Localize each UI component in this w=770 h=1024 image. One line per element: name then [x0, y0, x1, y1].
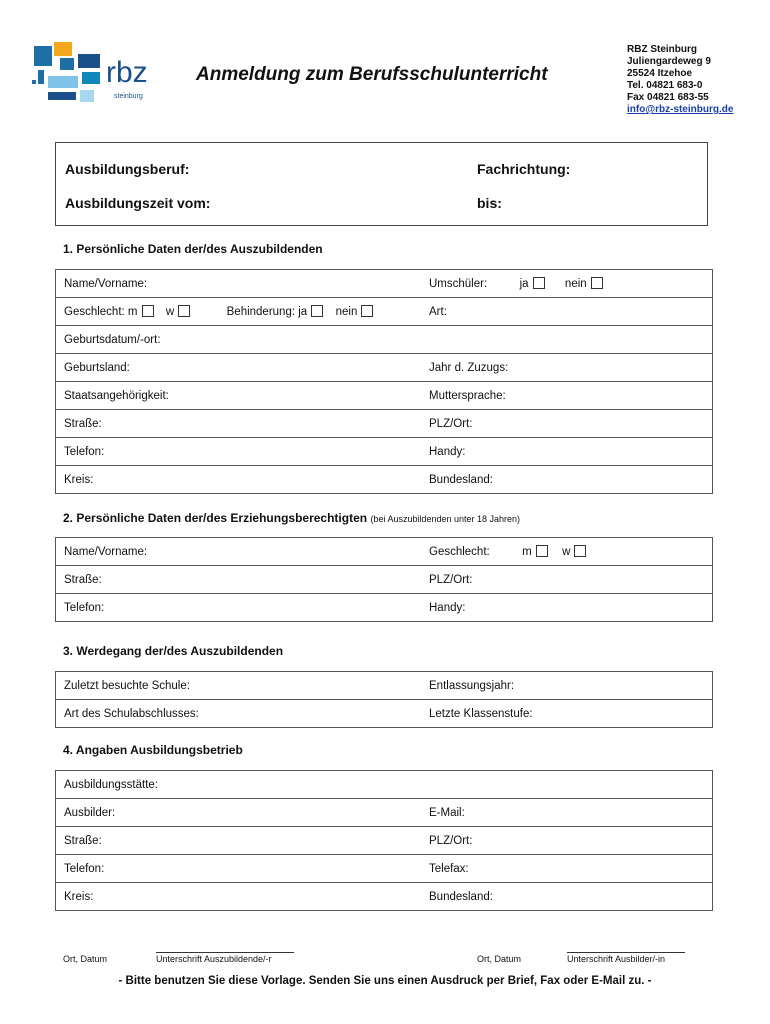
section-2-table	[55, 537, 713, 622]
ja-label: ja	[519, 278, 529, 290]
field-plz[interactable]: PLZ/Ort:	[421, 566, 713, 594]
umschueler-label: Umschüler:	[429, 278, 488, 290]
table-row	[56, 855, 713, 883]
table-row	[56, 538, 713, 566]
section-4-title: 4. Angaben Ausbildungsbetrieb	[63, 743, 243, 757]
section-2-title	[63, 511, 520, 525]
table-row	[56, 438, 713, 466]
ort-datum-ausbilder: Ort, Datum	[477, 954, 522, 964]
section-1-title: 1. Persönliche Daten der/des Auszubildenden	[63, 242, 323, 256]
address-line: Fax 04821 683-55	[627, 92, 709, 103]
label-bis: bis:	[477, 195, 502, 211]
section-3-table	[55, 671, 713, 728]
field-bundesland[interactable]: Bundesland:	[421, 466, 713, 494]
field-plz[interactable]: PLZ/Ort:	[421, 410, 713, 438]
table-row	[56, 326, 713, 354]
label-ausbildungszeit: Ausbildungszeit vom:	[65, 195, 211, 211]
field-telefon[interactable]: Telefon:	[56, 855, 422, 883]
field-muttersprache[interactable]: Muttersprache:	[421, 382, 713, 410]
section-4-table	[55, 770, 713, 911]
address-line: Tel. 04821 683-0	[627, 80, 703, 91]
label-ausbildungsberuf: Ausbildungsberuf:	[65, 161, 190, 177]
w-label: w	[562, 546, 571, 558]
field-klassenstufe[interactable]: Letzte Klassenstufe:	[421, 700, 713, 728]
field-entlassungsjahr[interactable]: Entlassungsjahr:	[421, 672, 713, 700]
table-row	[56, 354, 713, 382]
email-link[interactable]: info@rbz-steinburg.de	[627, 104, 734, 115]
table-row	[56, 466, 713, 494]
field-geburtsdatum[interactable]: Geburtsdatum/-ort:	[56, 326, 713, 354]
table-row	[56, 566, 713, 594]
geschlecht-m-checkbox[interactable]	[536, 545, 548, 557]
field-telefon[interactable]: Telefon:	[56, 594, 422, 622]
field-geburtsland[interactable]: Geburtsland:	[56, 354, 422, 382]
umschueler-ja-checkbox[interactable]	[533, 277, 545, 289]
field-telefax[interactable]: Telefax:	[421, 855, 713, 883]
signature-azubi[interactable]: Unterschrift Auszubildende/-r	[156, 952, 294, 964]
table-row	[56, 382, 713, 410]
nein-label: nein	[564, 278, 587, 290]
geschlecht-label: Geschlecht: m	[64, 306, 138, 318]
field-strasse[interactable]: Straße:	[56, 566, 422, 594]
umschueler-nein-checkbox[interactable]	[591, 277, 603, 289]
table-row	[56, 883, 713, 911]
signature-ausbilder[interactable]: Unterschrift Ausbilder/-in	[567, 952, 685, 964]
table-row	[56, 700, 713, 728]
geschlecht-m-checkbox[interactable]	[142, 305, 154, 317]
section-2-note: (bei Auszubildenden unter 18 Jahren)	[370, 514, 521, 524]
table-row	[56, 270, 713, 298]
rbz-logo	[30, 38, 160, 110]
nein-label: nein	[335, 306, 358, 318]
section-2-title-text: 2. Persönliche Daten der/des Erziehungsberechtigten	[63, 511, 368, 525]
page-title: Anmeldung zum Berufsschulunterricht	[196, 64, 548, 85]
address-line: Juliengardeweg 9	[627, 56, 711, 67]
table-row	[56, 410, 713, 438]
footer-note: - Bitte benutzen Sie diese Vorlage. Senden Sie uns einen Ausdruck per Brief, Fax oder E-Mail zu. -	[118, 975, 652, 987]
school-address	[627, 44, 733, 116]
field-jahr-zuzug[interactable]: Jahr d. Zuzugs:	[421, 354, 713, 382]
field-art[interactable]: Art:	[421, 298, 713, 326]
training-box	[55, 142, 708, 226]
field-kreis[interactable]: Kreis:	[56, 466, 422, 494]
field-name[interactable]: Name/Vorname:	[56, 538, 422, 566]
field-name[interactable]: Name/Vorname:	[56, 270, 422, 298]
behinderung-ja-checkbox[interactable]	[311, 305, 323, 317]
address-line: RBZ Steinburg	[627, 44, 697, 55]
field-telefon[interactable]: Telefon:	[56, 438, 422, 466]
label-fachrichtung: Fachrichtung:	[477, 161, 571, 177]
m-label: m	[522, 546, 532, 558]
table-row	[56, 594, 713, 622]
geschlecht-w-checkbox[interactable]	[574, 545, 586, 557]
field-umschueler	[421, 270, 713, 298]
table-row	[56, 799, 713, 827]
field-geschlecht	[421, 538, 713, 566]
field-schulabschluss[interactable]: Art des Schulabschlusses:	[56, 700, 422, 728]
w-label: w	[165, 306, 175, 318]
table-row	[56, 771, 713, 799]
field-staatsangehoerigkeit[interactable]: Staatsangehörigkeit:	[56, 382, 422, 410]
field-kreis[interactable]: Kreis:	[56, 883, 422, 911]
field-email[interactable]: E-Mail:	[421, 799, 713, 827]
field-handy[interactable]: Handy:	[421, 438, 713, 466]
address-line: 25524 Itzehoe	[627, 68, 693, 79]
table-row	[56, 298, 713, 326]
field-strasse[interactable]: Straße:	[56, 410, 422, 438]
field-strasse[interactable]: Straße:	[56, 827, 422, 855]
field-ausbilder[interactable]: Ausbilder:	[56, 799, 422, 827]
field-schule[interactable]: Zuletzt besuchte Schule:	[56, 672, 422, 700]
field-geschlecht-behinderung	[56, 298, 422, 326]
field-ausbildungsstaette[interactable]: Ausbildungsstätte:	[56, 771, 713, 799]
table-row	[56, 827, 713, 855]
ort-datum-azubi: Ort, Datum	[63, 954, 108, 964]
field-plz[interactable]: PLZ/Ort:	[421, 827, 713, 855]
field-handy[interactable]: Handy:	[421, 594, 713, 622]
section-1-table	[55, 269, 713, 494]
field-bundesland[interactable]: Bundesland:	[421, 883, 713, 911]
logo-subtext: steinburg	[114, 93, 143, 100]
behinderung-nein-checkbox[interactable]	[361, 305, 373, 317]
section-3-title: 3. Werdegang der/des Auszubildenden	[63, 644, 284, 658]
behinderung-label: Behinderung: ja	[226, 306, 308, 318]
geschlecht-w-checkbox[interactable]	[178, 305, 190, 317]
geschlecht-label: Geschlecht:	[429, 546, 490, 558]
table-row	[56, 672, 713, 700]
logo-text: rbz	[106, 56, 148, 89]
